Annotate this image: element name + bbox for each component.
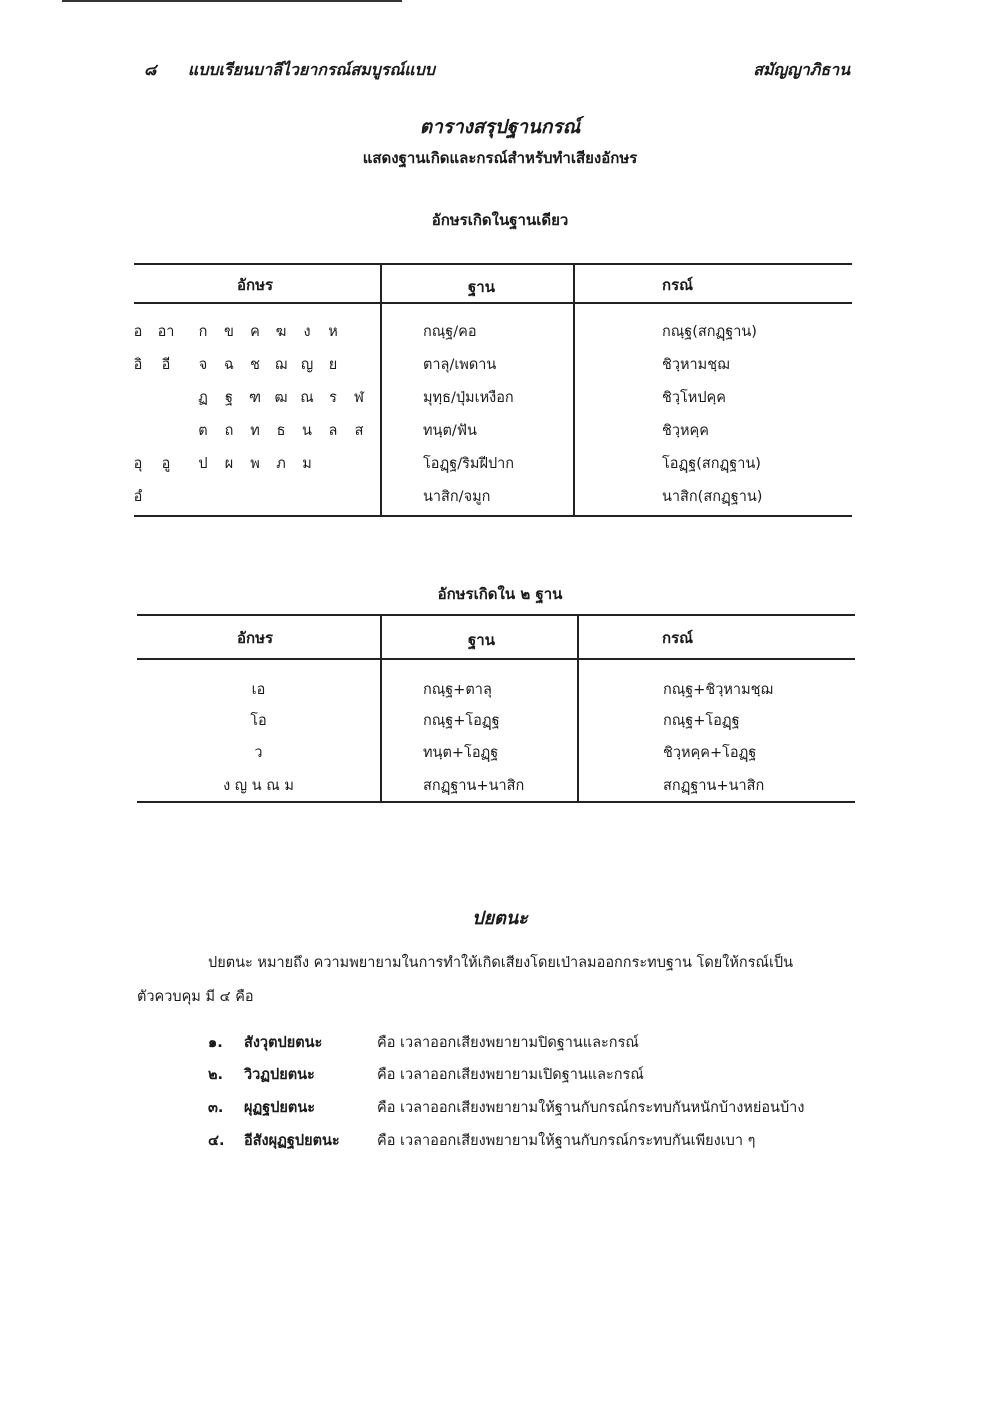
list-item-term: อีสังผุฏฐปยตนะ [244, 1133, 340, 1149]
consonant-letter: ผ [224, 456, 234, 472]
list-item-number: ๓. [208, 1100, 224, 1116]
letters-cell: โอ [250, 713, 267, 729]
list-item-term: วิวฏปยตนะ [244, 1067, 315, 1083]
section-paragraph-line2: ตัวควบคุม มี ๔ คือ [137, 989, 254, 1005]
letters-cell: เอ [251, 682, 266, 698]
table1-header-organ: กรณ์ [662, 276, 694, 294]
base-cell: ทนฺต/ฟัน [423, 423, 477, 439]
consonant-letter: ง [303, 324, 311, 340]
consonant-letter: ก [198, 324, 208, 340]
page-subtitle: แสดงฐานเกิดและกรณ์สำหรับทำเสียงอักษร [362, 149, 638, 167]
consonant-letter: ฐ [224, 390, 233, 406]
list-item-number: ๑. [208, 1035, 223, 1051]
table1-header-letters: อักษร [237, 276, 274, 294]
base-cell: นาสิก/จมูก [423, 489, 491, 505]
page-number: ๘ [144, 60, 157, 79]
list-item-term: สังวุตปยตนะ [244, 1035, 323, 1051]
list-item-description: คือ เวลาออกเสียงพยายามให้ฐานกับกรณ์กระทบกันเพียงเบา ๆ [377, 1133, 756, 1149]
consonant-letter: ภ [276, 456, 286, 472]
consonant-letter: ม [302, 456, 312, 472]
consonant-letter: จ [198, 357, 208, 373]
table2-header-rule [137, 658, 855, 660]
table2-header-organ: กรณ์ [662, 629, 694, 647]
list-item-number: ๒. [208, 1067, 224, 1083]
page-title: ตารางสรุปฐานกรณ์ [419, 116, 581, 138]
consonant-letter: ณ [300, 390, 314, 406]
organ-cell: ชิวฺหคฺค+โอฏฺฐ [663, 745, 757, 761]
organ-cell: กณฺฐ+ชิวฺหามชฺฌ [663, 682, 773, 698]
book-title: แบบเรียนบาลีไวยากรณ์สมบูรณ์แบบ [187, 60, 435, 79]
consonant-letter: ฏ [198, 390, 208, 406]
table1-bottom-rule [134, 515, 852, 517]
consonant-letter: พ [250, 456, 260, 472]
consonant-letter: ส [354, 423, 364, 439]
organ-cell: กณฺฐ(สกฏฺฐาน) [662, 324, 757, 340]
consonant-letter: ฬ [354, 390, 364, 406]
base-cell: สกฏฺฐาน+นาสิก [423, 778, 525, 794]
consonant-letter: ธ [276, 423, 286, 439]
table2-heading: อักษรเกิดใน ๒ ฐาน [437, 585, 563, 603]
consonant-letter: ย [328, 357, 338, 373]
base-cell: โอฏฺฐ/ริมฝีปาก [423, 456, 515, 472]
organ-cell: ชิวฺโหปคฺค [662, 390, 726, 406]
base-cell: ตาลุ/เพดาน [423, 357, 497, 373]
base-cell: กณฺฐ/คอ [423, 324, 477, 340]
consonant-letter: ฉ [224, 357, 234, 373]
vowel-letter: อุ [133, 456, 143, 472]
consonant-letter: ท [250, 423, 260, 439]
base-cell: มุทฺธ/ปุ่มเหงือก [423, 390, 514, 406]
list-item-description: คือ เวลาออกเสียงพยายามเปิดฐานและกรณ์ [377, 1067, 644, 1083]
base-cell: กณฺฐ+ตาลุ [423, 682, 492, 698]
vowel-letter: อี [161, 357, 171, 373]
list-item-term: ผุฏฐปยตนะ [244, 1100, 316, 1116]
table2-bottom-rule [137, 801, 855, 803]
list-item-description: คือ เวลาออกเสียงพยายามปิดฐานและกรณ์ [377, 1035, 639, 1051]
table2-header-base: ฐาน [468, 631, 495, 649]
letters-cell: ว [254, 745, 263, 761]
organ-cell: นาสิก(สกฏฺฐาน) [662, 489, 763, 505]
consonant-letter: ข [224, 324, 234, 340]
consonant-letter: ฑ [248, 390, 262, 406]
table1-col-divider [380, 263, 382, 517]
table2-col-divider [577, 614, 579, 803]
organ-cell: ชิวฺหคฺค [662, 423, 709, 439]
consonant-letter: ถ [224, 423, 234, 439]
section-heading: ปยตนะ [472, 908, 528, 929]
vowel-letter: อา [157, 324, 175, 340]
organ-cell: กณฺฐ+โอฏฺฐ [663, 713, 740, 729]
vowel-letter: อิ [133, 357, 143, 373]
consonant-letter: ฌ [274, 357, 288, 373]
base-cell: กณฺฐ+โอฏฺฐ [423, 713, 500, 729]
consonant-letter: ต [198, 423, 208, 439]
list-item-number: ๔. [208, 1133, 225, 1149]
organ-cell: โอฏฺฐ(สกฏฺฐาน) [662, 456, 761, 472]
table1-col-divider [573, 263, 575, 517]
consonant-letter: ค [250, 324, 260, 340]
consonant-letter: ร [329, 390, 337, 406]
top-scan-line [62, 0, 402, 2]
consonant-letter: ญ [300, 357, 314, 373]
consonant-letter: ป [198, 456, 208, 472]
list-item-description: คือ เวลาออกเสียงพยายามให้ฐานกับกรณ์กระทบกันหนักบ้างหย่อนบ้าง [377, 1100, 805, 1116]
base-cell: ทนฺต+โอฏฺฐ [423, 745, 499, 761]
table2-top-rule [137, 614, 855, 616]
organ-cell: ชิวฺหามชฺฌ [662, 357, 730, 373]
letters-cell: ง ญ น ณ ม [223, 778, 294, 794]
organ-cell: สกฏฺฐาน+นาสิก [663, 778, 765, 794]
chapter-title: สมัญญาภิธาน [753, 60, 850, 79]
consonant-letter: ล [328, 423, 338, 439]
table2-col-divider [380, 614, 382, 803]
table1-top-rule [134, 263, 852, 265]
table2-header-letters: อักษร [237, 629, 274, 647]
consonant-letter: น [302, 423, 312, 439]
consonant-letter: ฆ [275, 324, 287, 340]
table1-heading: อักษรเกิดในฐานเดียว [431, 211, 569, 229]
running-header-left [144, 58, 435, 83]
section-paragraph-line1: ปยตนะ หมายถึง ความพยายามในการทำให้เกิดเสียงโดยเป่าลมออกกระทบฐาน โดยให้กรณ์เป็น [208, 955, 794, 971]
consonant-letter: ฒ [274, 390, 288, 406]
table1-header-base: ฐาน [468, 278, 495, 296]
vowel-letter: อํ [133, 489, 143, 505]
consonant-letter: ช [250, 357, 260, 373]
vowel-letter: อู [161, 456, 171, 472]
table1-header-rule [134, 302, 852, 304]
vowel-letter: อ [133, 324, 143, 340]
consonant-letter: ห [328, 324, 338, 340]
